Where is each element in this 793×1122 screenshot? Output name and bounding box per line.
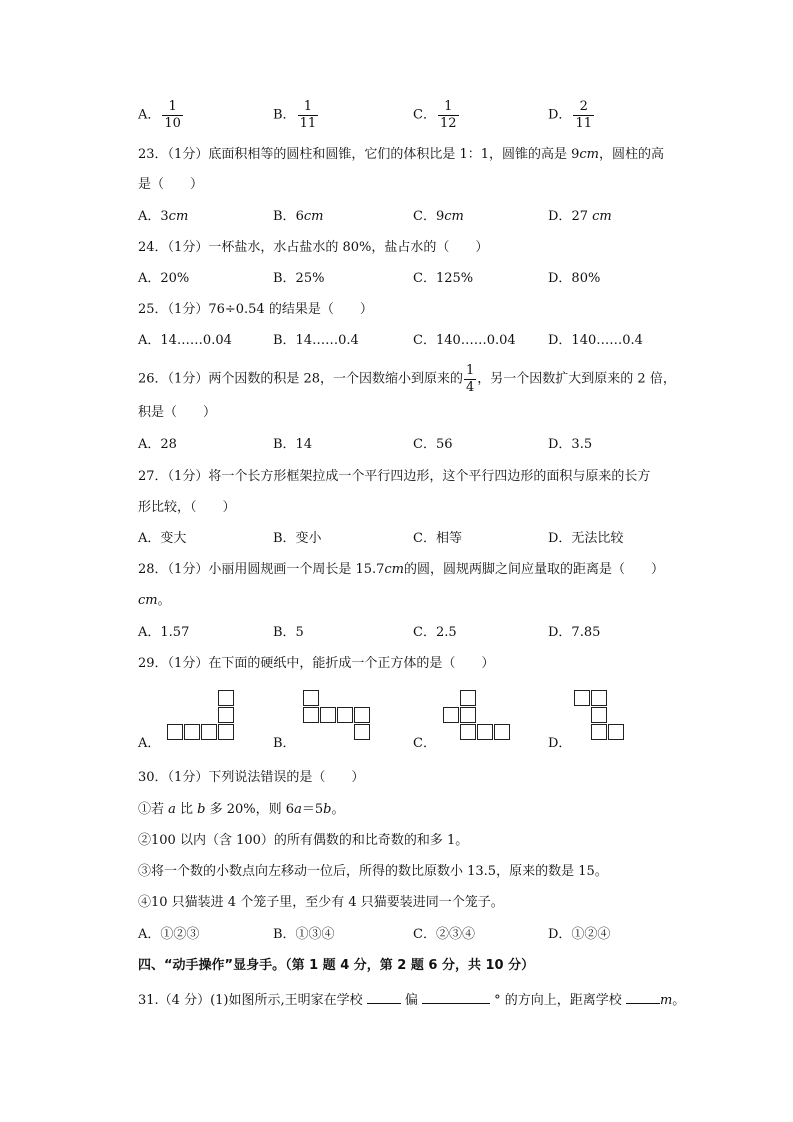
- q29-option-d: D．: [548, 736, 572, 751]
- q27-option-c: C．相等: [413, 531, 462, 546]
- q31-blank-direction[interactable]: [367, 991, 401, 1004]
- q30-option-a: A．①②③: [138, 927, 200, 942]
- q25-option-a: A．14……0.04: [138, 333, 232, 348]
- q27-stem-line1: 27．（1分）将一个长方形框架拉成一个平行四边形，这个平行四边形的面积与原来的长方: [138, 469, 651, 484]
- q31-stem: 31.（4 分）(1)如图所示,王明家在学校 偏 ° 的方向上，距离学校 m。: [138, 993, 686, 1008]
- q25-stem: 25．（1分）76÷0.54 的结果是（ ）: [138, 302, 373, 317]
- q30-statement-4: ④10 只猫装进 4 个笼子里，至少有 4 只猫要装进同一个笼子。: [138, 895, 504, 910]
- q29-option-b: B．: [273, 736, 296, 751]
- q22-option-c: C． $\frac{1}{12}$: [413, 99, 457, 131]
- q31-blank-angle[interactable]: [422, 991, 490, 1004]
- q29-option-a: A．: [138, 736, 161, 751]
- q28-option-b: B．5: [273, 625, 304, 640]
- q27-option-b: B．变小: [273, 531, 322, 546]
- q30-statement-1: ①若 a 比 b 多 20%，则 6a＝5b。: [138, 802, 345, 817]
- q26-stem-line1: 26．（1分）两个因数的积是 28，一个因数缩小到原来的 $\frac{1}{4}$ ，另一个因数扩大到原来的 2 倍，: [138, 363, 676, 395]
- q26-option-b: B．14: [273, 437, 313, 452]
- q24-option-c: C．125%: [413, 271, 474, 286]
- q30-stem: 30．（1分）下列说法错误的是（ ）: [138, 770, 365, 785]
- q26-option-c: C．56: [413, 437, 453, 452]
- q23-stem-line1: 23．（1分）底面积相等的圆柱和圆锥，它们的体积比是 1：1，圆锥的高是 9cm，圆柱的高: [138, 147, 665, 162]
- q28-option-a: A．1.57: [138, 625, 190, 640]
- q28-stem-line2: cm。: [138, 593, 171, 608]
- q23-option-d: D．27 cm: [548, 209, 612, 224]
- q29-stem: 29．（1分）在下面的硬纸中，能折成一个正方体的是（ ）: [138, 656, 495, 671]
- q28-option-c: C．2.5: [413, 625, 457, 640]
- q24-option-b: B．25%: [273, 271, 325, 286]
- q23-option-b: B．6cm: [273, 209, 324, 224]
- q27-stem-line2: 形比较，（ ）: [138, 500, 236, 515]
- q30-option-d: D．①②④: [548, 927, 611, 942]
- q25-option-b: B．14……0.4: [273, 333, 359, 348]
- q23-option-c: C．9cm: [413, 209, 464, 224]
- q26-option-a: A．28: [138, 437, 177, 452]
- q26-stem-line2: 积是（ ）: [138, 405, 217, 420]
- q24-option-d: D．80%: [548, 271, 601, 286]
- q30-option-b: B．①③④: [273, 927, 335, 942]
- q23-stem-line2: 是（ ）: [138, 177, 204, 192]
- q25-option-d: D．140……0.4: [548, 333, 643, 348]
- q22-option-a: A． $\frac{1}{10}$: [138, 99, 181, 131]
- q28-stem-line1: 28．（1分）小丽用圆规画一个周长是 15.7cm的圆，圆规两脚之间应量取的距离是（ ）: [138, 562, 665, 577]
- q27-option-a: A．变大: [138, 531, 187, 546]
- q25-option-c: C．140……0.04: [413, 333, 516, 348]
- q31-blank-distance[interactable]: [626, 991, 660, 1004]
- q30-statement-2: ②100 以内（含 100）的所有偶数的和比奇数的和多 1。: [138, 833, 469, 848]
- section-4-heading: 四、“动手操作”显身手。（第 1 题 4 分，第 2 题 6 分，共 10 分）: [138, 958, 535, 973]
- q22-option-b: B． $\frac{1}{11}$: [273, 99, 317, 131]
- q24-stem: 24．（1分）一杯盐水，水占盐水的 80%，盐占水的（ ）: [138, 240, 489, 255]
- q22-option-d: D． $\frac{2}{11}$: [548, 99, 592, 131]
- q27-option-d: D．无法比较: [548, 531, 624, 546]
- q29-option-c: C．: [413, 736, 436, 751]
- q23-option-a: A．3cm: [138, 209, 189, 224]
- q26-option-d: D．3.5: [548, 437, 593, 452]
- q24-option-a: A．20%: [138, 271, 190, 286]
- q30-statement-3: ③将一个数的小数点向左移动一位后，所得的数比原数小 13.5，原来的数是 15。: [138, 864, 608, 879]
- q30-option-c: C．②③④: [413, 927, 475, 942]
- q28-option-d: D．7.85: [548, 625, 601, 640]
